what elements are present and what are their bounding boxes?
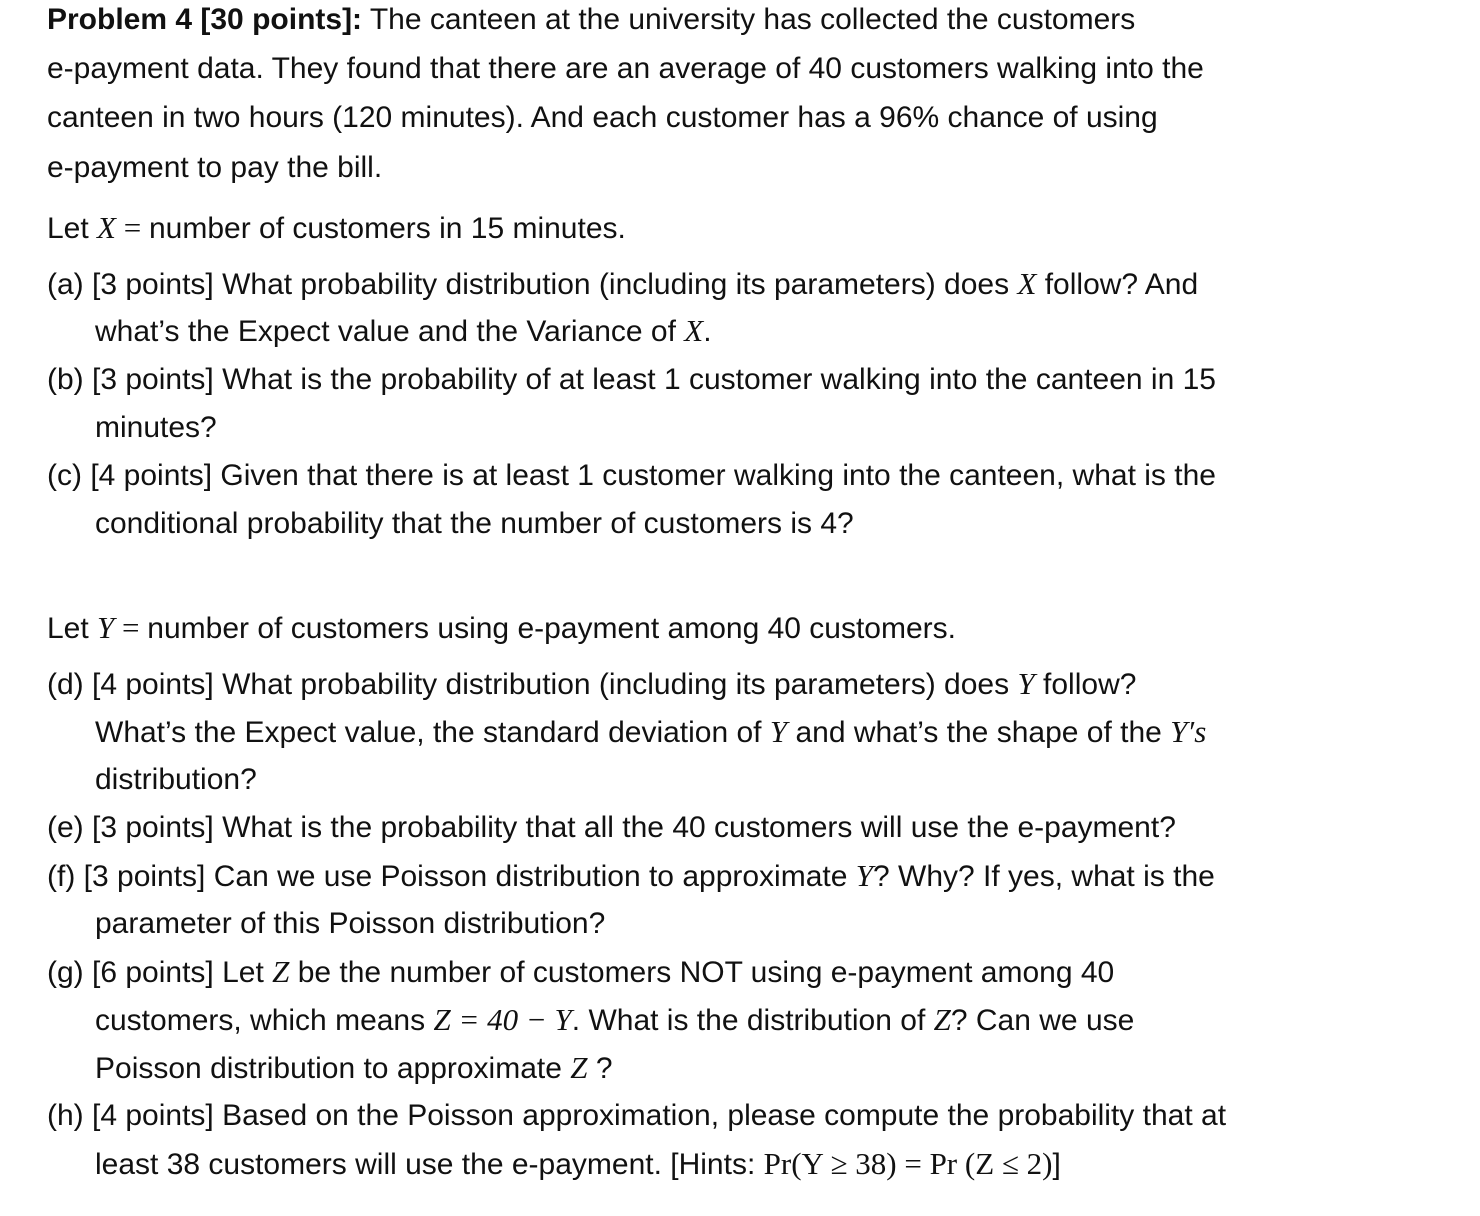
part-h-label: (h) [4 points] bbox=[47, 1099, 223, 1132]
part-g-line-2 bbox=[95, 1002, 1134, 1042]
var-y: Y bbox=[769, 714, 788, 749]
part-c-line-2 bbox=[95, 506, 854, 546]
part-g-line-1 bbox=[47, 954, 1114, 994]
part-h-line-2 bbox=[95, 1146, 1061, 1186]
intro-line-4 bbox=[47, 150, 382, 190]
let-y-text: number of customers using e-payment among 40 customers. bbox=[147, 612, 956, 645]
part-b-line-1 bbox=[47, 362, 1216, 402]
part-f-text-2: parameter of this Poisson distribution? bbox=[95, 907, 606, 940]
part-h-text-2a: least 38 customers will use the e-payment. [Hints: bbox=[95, 1148, 764, 1181]
let-x-text: number of customers in 15 minutes. bbox=[148, 212, 626, 245]
part-c-line-1 bbox=[47, 458, 1216, 498]
let-x-pre: Let bbox=[47, 212, 98, 245]
hint-equation: Pr(Y ≥ 38) = Pr (Z ≤ 2) bbox=[763, 1146, 1053, 1181]
part-d-line-2 bbox=[95, 714, 1206, 754]
part-f-line-1 bbox=[47, 858, 1215, 898]
z-equation: Z = 40 − Y bbox=[433, 1002, 572, 1037]
part-c-label: (c) [4 points] bbox=[47, 459, 221, 492]
part-d-text-2b: and what’s the shape of the bbox=[787, 716, 1171, 749]
let-y-definition bbox=[47, 610, 956, 650]
equals-sign: = bbox=[115, 210, 149, 245]
part-d-text-3: distribution? bbox=[95, 763, 257, 796]
part-g-text-1a: Let bbox=[222, 956, 273, 989]
part-e-line-1 bbox=[47, 810, 1176, 850]
part-d-text-1a: What probability distribution (including its parameters) does bbox=[222, 668, 1018, 701]
var-z: Z bbox=[272, 954, 290, 989]
part-b-line-2 bbox=[95, 410, 217, 450]
part-g-text-2b: . What is the distribution of bbox=[571, 1004, 934, 1037]
part-g-text-2c: ? Can we use bbox=[950, 1004, 1135, 1037]
part-d-line-3 bbox=[95, 762, 257, 802]
part-d-label: (d) [4 points] bbox=[47, 668, 223, 701]
part-c-text-1: Given that there is at least 1 customer walking into the canteen, what is the bbox=[220, 459, 1216, 492]
part-g-text-3b: ? bbox=[587, 1052, 613, 1085]
var-z: Z bbox=[933, 1002, 951, 1037]
intro-text-1: The canteen at the university has collected the customers bbox=[362, 3, 1136, 36]
part-d-line-1 bbox=[47, 666, 1136, 706]
part-f-line-2 bbox=[95, 906, 605, 946]
var-z: Z bbox=[570, 1050, 588, 1085]
part-d-text-1b: follow? bbox=[1034, 668, 1137, 701]
let-x-definition bbox=[47, 210, 626, 250]
part-g-line-3 bbox=[95, 1050, 613, 1090]
part-a-text-1a: What probability distribution (including its parameters) does bbox=[222, 268, 1018, 301]
part-g-label: (g) [6 points] bbox=[47, 956, 223, 989]
part-a-line-2 bbox=[95, 313, 712, 353]
part-e-label: (e) [3 points] bbox=[47, 811, 223, 844]
var-x: X bbox=[97, 210, 116, 245]
part-e-text-1: What is the probability that all the 40 customers will use the e-payment? bbox=[222, 811, 1176, 844]
intro-text-2: e-payment data. They found that there are an average of 40 customers walking into the bbox=[47, 52, 1204, 85]
part-b-text-1: What is the probability of at least 1 customer walking into the canteen in 15 bbox=[222, 363, 1216, 396]
var-x: X bbox=[684, 313, 704, 348]
part-f-text-1a: Can we use Poisson distribution to approximate bbox=[213, 860, 856, 893]
var-x: X bbox=[1017, 266, 1037, 301]
part-d-text-2a: What’s the Expect value, the standard deviation of bbox=[95, 716, 770, 749]
part-a-text-2a: what’s the Expect value and the Variance of bbox=[95, 315, 685, 348]
part-b-label: (b) [3 points] bbox=[47, 363, 223, 396]
part-h-text-1: Based on the Poisson approximation, please compute the probability that at bbox=[222, 1099, 1227, 1132]
var-y: Y bbox=[97, 610, 115, 645]
problem-title: Problem 4 [30 points]: bbox=[47, 3, 363, 36]
intro-text-3: canteen in two hours (120 minutes). And each customer has a 96% chance of using bbox=[47, 101, 1158, 134]
part-f-label: (f) [3 points] bbox=[47, 860, 214, 893]
part-a-text-1b: follow? And bbox=[1036, 268, 1199, 301]
part-g-text-2a: customers, which means bbox=[95, 1004, 434, 1037]
part-g-text-3a: Poisson distribution to approximate bbox=[95, 1052, 571, 1085]
part-h-line-1 bbox=[47, 1098, 1226, 1138]
part-c-text-2: conditional probability that the number of customers is 4? bbox=[95, 507, 854, 540]
intro-line-2 bbox=[47, 51, 1204, 91]
equals-sign: = bbox=[114, 610, 148, 645]
part-f-text-1b: ? Why? If yes, what is the bbox=[873, 860, 1215, 893]
part-b-text-2: minutes? bbox=[95, 411, 217, 444]
part-a-label: (a) [3 points] bbox=[47, 268, 223, 301]
part-a-text-2b: . bbox=[703, 315, 712, 348]
part-g-text-1b: be the number of customers NOT using e-payment among 40 bbox=[289, 956, 1115, 989]
var-y-possessive: Y′s bbox=[1170, 714, 1207, 749]
let-y-pre: Let bbox=[47, 612, 98, 645]
intro-line-1 bbox=[47, 2, 1135, 42]
intro-text-4: e-payment to pay the bill. bbox=[47, 151, 383, 184]
var-y: Y bbox=[1017, 666, 1035, 701]
part-h-text-2b: ] bbox=[1052, 1148, 1061, 1181]
var-y: Y bbox=[855, 858, 873, 893]
part-a-line-1 bbox=[47, 266, 1198, 306]
intro-line-3 bbox=[47, 100, 1158, 140]
